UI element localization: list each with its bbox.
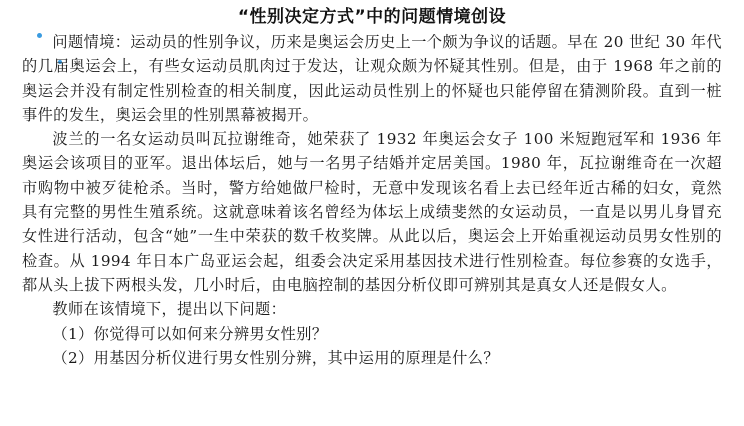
paragraph-teacher-prompt: 教师在该情境下，提出以下问题： xyxy=(52,300,287,319)
document-title: “性别决定方式”中的问题情境创设 xyxy=(237,7,507,27)
paragraph-situation: 问题情境：运动员的性别争议，历来是奥运会历史上一个颇为争议的话题。早在 20 世纪 30 年代的几届奥运会上，有些女运动员肌肉过于发达，让观众颇为怀疑其性别。但是，由于 1968 年之前的奥运会并没有制定性别检查的相关制度，因此运动员性别上的怀疑也只能停留在猜测阶段。直到一桩事件的发生，奥运会里的性别黑幕被揭开。 xyxy=(22,33,722,124)
document-body xyxy=(22,30,722,370)
paragraph-story: 波兰的一名女运动员叫瓦拉谢维奇，她荣获了 1932 年奥运会女子 100 米短跑冠军和 1936 年奥运会该项目的亚军。退出体坛后，她与一名男子结婚并定居美国。1980 年，瓦拉谢维奇在一次超市购物中被歹徒枪杀。当时，警方给她做尸检时，无意中发现该名看上去已经年近古稀的妇女，竟然具有完整的男性生殖系统。这就意味着该名曾经为体坛上成绩斐然的女运动员，一直是以男儿身冒充女性进行活动，包含“她”一生中荣获的数千枚奖牌。从此以后，奥运会上开始重视运动员男女性别的检查。从 1994 年日本广岛亚运会起，组委会决定采用基因技术进行性别检查。每位参赛的女选手，都从头上拔下两根头发，几小时后，由电脑控制的基因分析仪即可辨别其是真女人还是假女人。 xyxy=(22,130,722,294)
question-1: （1）你觉得可以如何来分辨男女性别？ xyxy=(52,324,328,343)
question-2: （2）用基因分析仪进行男女性别分辨，其中运用的原理是什么？ xyxy=(52,348,499,367)
